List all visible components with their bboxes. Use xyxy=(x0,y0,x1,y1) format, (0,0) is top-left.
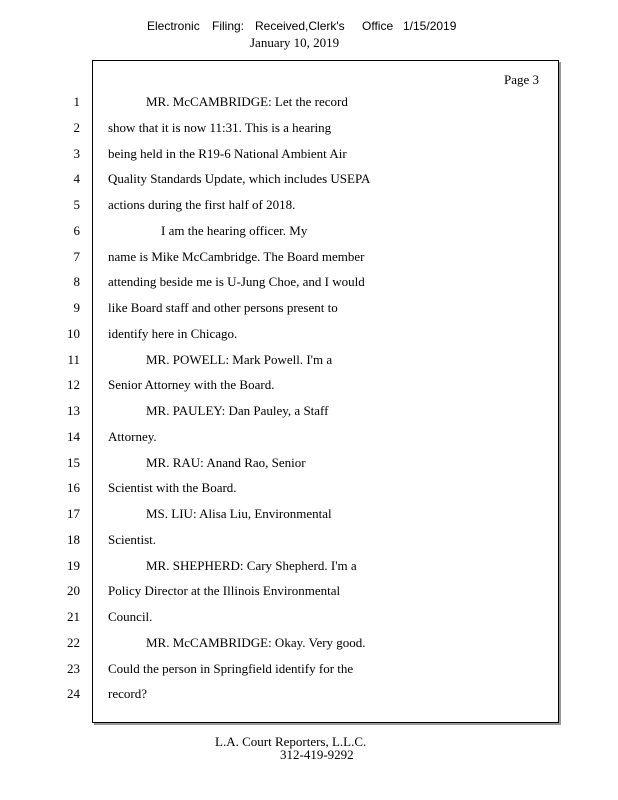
stamp-filing: Filing: xyxy=(212,19,245,33)
transcript-line xyxy=(0,120,600,140)
line-text: MR. PAULEY: Dan Pauley, a Staff xyxy=(146,403,329,418)
transcript-line xyxy=(0,609,600,629)
line-text: being held in the R19-6 National Ambient Air xyxy=(108,145,347,161)
line-number: 1 xyxy=(73,94,80,109)
line-number: 24 xyxy=(67,686,80,702)
stamp-received: Received,Clerk's xyxy=(255,19,345,33)
transcript-line xyxy=(0,300,600,320)
stamp-date: 1/15/2019 xyxy=(403,19,457,33)
line-number: 5 xyxy=(73,197,80,212)
transcript-line xyxy=(0,661,600,681)
filing-stamp xyxy=(0,19,618,35)
line-text: MR. McCAMBRIDGE: Let the record xyxy=(146,94,348,109)
line-number: 2 xyxy=(73,119,80,135)
line-number: 15 xyxy=(67,454,80,470)
line-number: 19 xyxy=(67,557,80,573)
line-text: name is Mike McCambridge. The Board member xyxy=(108,248,365,264)
line-text: MR. SHEPHERD: Cary Shepherd. I'm a xyxy=(146,557,357,573)
line-text: Scientist. xyxy=(108,531,157,547)
line-number: 14 xyxy=(67,428,80,444)
line-number: 11 xyxy=(67,351,80,367)
line-number: 17 xyxy=(67,506,80,521)
line-number: 3 xyxy=(73,145,80,161)
line-text: I am the hearing officer. My xyxy=(161,222,308,238)
line-number: 12 xyxy=(67,377,80,393)
transcript-line xyxy=(0,171,600,191)
line-number: 13 xyxy=(67,403,80,418)
line-text: Senior Attorney with the Board. xyxy=(108,377,275,393)
line-number: 16 xyxy=(67,480,80,496)
transcript-line xyxy=(0,197,600,217)
transcript-line xyxy=(0,583,600,603)
line-text: Council. xyxy=(108,609,153,624)
transcript-line xyxy=(0,223,600,243)
transcript-line xyxy=(0,532,600,552)
line-text: attending beside me is U-Jung Choe, and I would xyxy=(108,274,365,290)
line-text: like Board staff and other persons present to xyxy=(108,300,338,315)
line-number: 20 xyxy=(67,583,80,599)
line-text: MR. RAU: Anand Rao, Senior xyxy=(146,454,306,470)
reporter-phone: 312-419-9292 xyxy=(280,747,354,762)
reporter-company: L.A. Court Reporters, L.L.C. xyxy=(215,734,367,749)
transcript-line xyxy=(0,480,600,500)
line-text: Could the person in Springfield identify for the xyxy=(108,660,354,676)
line-number: 4 xyxy=(73,171,80,187)
line-number: 18 xyxy=(67,531,80,547)
line-number: 10 xyxy=(67,325,80,341)
line-text: MR. POWELL: Mark Powell. I'm a xyxy=(146,351,333,367)
line-number: 22 xyxy=(67,634,80,650)
transcript-line xyxy=(0,686,600,706)
line-number: 8 xyxy=(73,274,80,290)
line-text: Quality Standards Update, which includes USEPA xyxy=(108,171,371,187)
page-number: Page 3 xyxy=(503,72,539,87)
line-number: 9 xyxy=(73,300,80,315)
transcript-line xyxy=(0,326,600,346)
line-text: show that it is now 11:31. This is a hearing xyxy=(108,119,332,135)
transcript-line xyxy=(0,506,600,526)
line-number: 7 xyxy=(73,248,80,264)
hearing-date: January 10, 2019 xyxy=(250,35,340,50)
line-text: Policy Director at the Illinois Environmental xyxy=(108,583,341,599)
line-text: MS. LIU: Alisa Liu, Environmental xyxy=(146,506,332,521)
transcript-line xyxy=(0,352,600,372)
line-text: identify here in Chicago. xyxy=(108,325,238,341)
line-text: MR. McCAMBRIDGE: Okay. Very good. xyxy=(146,634,366,650)
transcript-line xyxy=(0,377,600,397)
transcript-line xyxy=(0,429,600,449)
transcript-line xyxy=(0,94,600,114)
line-number: 6 xyxy=(73,222,80,238)
line-number: 21 xyxy=(67,609,80,624)
transcript-line xyxy=(0,274,600,294)
transcript-line xyxy=(0,403,600,423)
transcript-line xyxy=(0,635,600,655)
transcript-line xyxy=(0,558,600,578)
stamp-electronic: Electronic xyxy=(147,19,200,33)
transcript-line xyxy=(0,249,600,269)
line-text: Attorney. xyxy=(108,428,157,444)
stamp-office: Office xyxy=(362,19,394,33)
transcript-line xyxy=(0,455,600,475)
line-text: Scientist with the Board. xyxy=(108,480,237,496)
transcript-line xyxy=(0,146,600,166)
line-text: record? xyxy=(108,686,147,702)
line-number: 23 xyxy=(67,660,80,676)
line-text: actions during the first half of 2018. xyxy=(108,197,296,212)
